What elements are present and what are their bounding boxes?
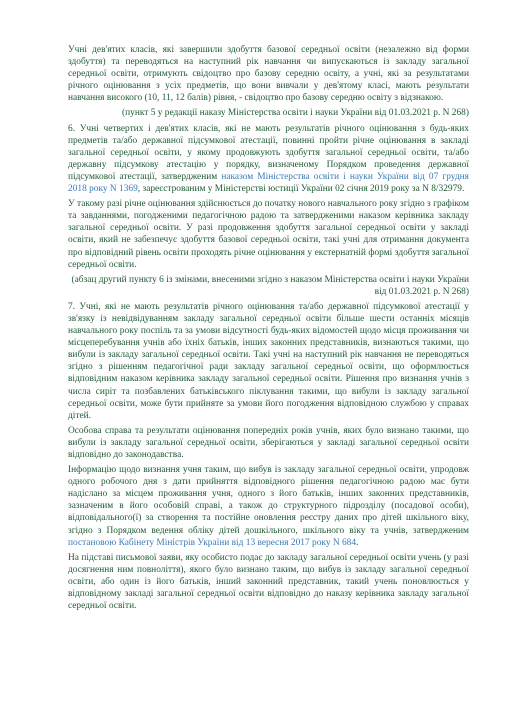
paragraph <box>68 44 469 104</box>
document-body <box>68 44 469 612</box>
paragraph-text: . <box>356 537 359 548</box>
paragraph-text: На підставі письмової заяви, яку особисто подає до закладу загальної середньої освіти учень (у разі досягнення ним повноліття), якого було визнано таким, що вибув із закладу загальної середньої освіти, або один із його батьків, інший законний представник, такий учень поновлюється у відповідному закладі загальної середньої освіти відповідно до наказу керівника закладу загальної середньої освіти. <box>68 552 469 612</box>
paragraph <box>68 301 469 422</box>
paragraph <box>68 198 469 271</box>
paragraph <box>68 123 469 196</box>
paragraph-text: Інформацію щодо визнання учня таким, що вибув із закладу загальної середньої освіти, упродовж одного робочого дня з дати прийняття відповідного рішення педагогічною радою має бути надіслано за місцем проживання учня, одного з його батьків, інших законних представників, зазначеним в його особовій справі, а також до структурного підрозділу (посадової особи), відповідального(ї) за створення та постійне оновлення реєстру даних про дітей шкільного віку, згідно з Порядком ведення обліку дітей дошкільного, шкільного віку та учнів, затвердженим <box>68 465 469 536</box>
amendment-note <box>68 107 469 119</box>
paragraph-text: Учні дев'ятих класів, які завершили здобуття базової середньої освіти (незалежно від форми здобуття) та переводяться на наступний рік навчання чи випускаються із закладу загальної середньої освіти, отримують свідоцтво про базову середню освіту, а учні, які за результатами річного оцінювання з усіх предметів, що вони вивчали у дев'ятому класі, мають результати навчання високого (10, 11, 12 балів) рівня, - свідоцтво про базову середню освіту з відзнакою. <box>68 45 469 104</box>
paragraph-text: (пункт 5 у редакції наказу Міністерства освіти і науки України від 01.03.2021 р. N 268) <box>122 108 469 119</box>
document-link[interactable]: наказом Міністерства освіти і науки України від 07 грудня 2018 року N 1369 <box>68 171 469 195</box>
paragraph-text: У такому разі річне оцінювання здійснюється до початку нового навчального року згідно з графіком та завданнями, погодженими педагогічною радою та затвердженими наказом керівника закладу загальної середньої освіти. У разі продовження здобуття загальної середньої освіти у закладі освіти, який не забезпечує здобуття базової середньої освіти, такі учні для отримання документа про відповідний рівень освіти проходять річне оцінювання у екстернатній формі здобуття загальної середньої освіти. <box>68 199 469 270</box>
paragraph-text: , зареєстрованим у Міністерстві юстиції України 02 січня 2019 року за N 8/32979. <box>137 184 465 195</box>
paragraph <box>68 425 469 461</box>
paragraph-text: Особова справа та результати оцінювання попередніх років учнів, яких було визнано такими, що вибули із закладу загальної середньої освіти, зберігаються у закладі загальної середньої освіти відповідно до законодавства. <box>68 425 469 460</box>
paragraph-text: 6. Учні четвертих і дев'ятих класів, які не мають результатів річного оцінювання з будь-яких предметів та/або державної підсумкової атестації, повинні пройти річне оцінювання в закладі загальної середньої освіти, у якому продовжують здобуття загальної середньої освіти, та/або державну підсумкову атестацію у порядку, визначеному Порядком проведення державної підсумкової атестації, затвердженим <box>68 123 469 182</box>
paragraph-text: (абзац другий пункту 6 із змінами, внесеними згідно з наказом Міністерства освіти і науки України від 01.03.2021 р. N 268) <box>71 274 469 297</box>
paragraph <box>68 464 469 549</box>
document-link[interactable]: постановою Кабінету Міністрів України від 13 вересня 2017 року N 684 <box>68 537 357 548</box>
paragraph <box>68 552 469 612</box>
paragraph-text: 7. Учні, які не мають результатів річного оцінювання та/або державної підсумкової атестації у зв'язку із невідвідуванням закладу загальної середньої освіти більше шести останніх місяців навчального року поспіль та за умови відсутності будь-яких відомостей щодо місця проживання чи місцеперебування учнів або їхніх батьків, інших законних представників, визнаються такими, що вибули із закладу загальної середньої освіти. Такі учні на наступний рік навчання не переводяться згідно з рішенням педагогічної ради закладу загальної середньої освіти, що оформлюється відповідним наказом керівника закладу загальної середньої освіти. Рішення про визнання учнів з числа сиріт та позбавлених батьківського піклування такими, що вибули із закладу загальної середньої освіти, може бути прийняте за умови його погодження відповідною службою у справах дітей. <box>68 301 469 421</box>
amendment-note <box>68 274 469 298</box>
